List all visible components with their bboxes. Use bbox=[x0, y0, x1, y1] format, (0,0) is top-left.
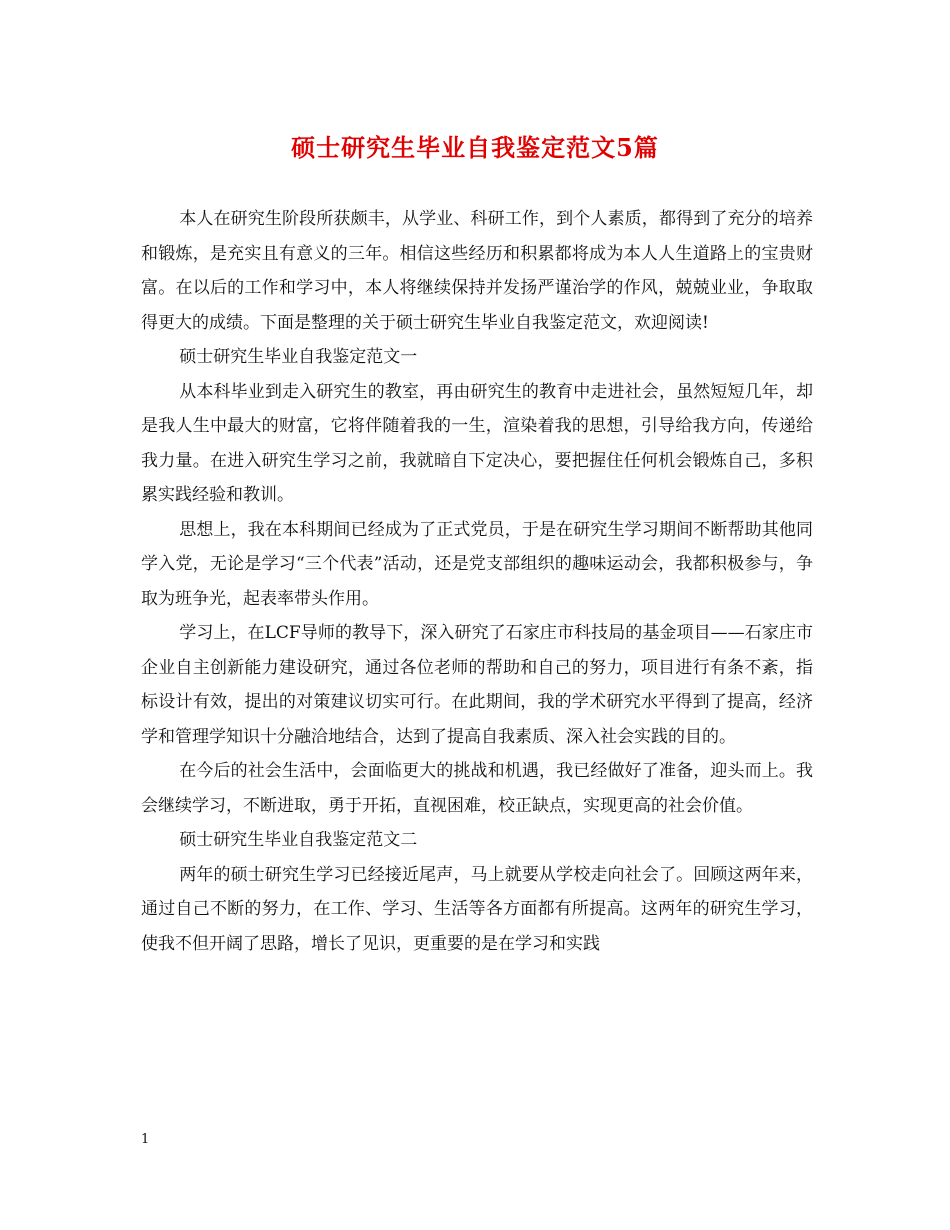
body-paragraph: 思想上，我在本科期间已经成为了正式党员，于是在研究生学习期间不断帮助其他同学入党，无论是学习“三个代表”活动，还是党支部组织的趣味运动会，我都积极参与，争取为班争光，起表率带头作用。 bbox=[141, 519, 813, 609]
document-title: 硕士研究生毕业自我鉴定范文5篇 bbox=[291, 133, 659, 162]
body-paragraph: 学习上，在LCF导师的教导下，深入研究了石家庄市科技局的基金项目——石家庄市企业自主创新能力建设研究，通过各位老师的帮助和自己的努力，项目进行有条不紊，指标设计有效，提出的对策建议切实可行。在此期间，我的学术研究水平得到了提高，经济学和管理学知识十分融洽地结合，达到了提高自我素质、深入社会实践的目的。 bbox=[141, 623, 813, 747]
intro-paragraph: 本人在研究生阶段所获颇丰，从学业、科研工作，到个人素质，都得到了充分的培养和锻炼，是充实且有意义的三年。相信这些经历和积累都将成为本人人生道路上的宝贵财富。在以后的工作和学习中，本人将继续保持并发扬严谨治学的作风，兢兢业业，争取取得更大的成绩。下面是整理的关于硕士研究生毕业自我鉴定范文，欢迎阅读! bbox=[141, 209, 813, 333]
page-number: 1 bbox=[141, 1132, 150, 1147]
document-body bbox=[141, 202, 813, 961]
body-paragraph: 从本科毕业到走入研究生的教室，再由研究生的教育中走进社会，虽然短短几年，却是我人生中最大的财富，它将伴随着我的一生，渲染着我的思想，引导给我方向，传递给我力量。在进入研究生学习之前，我就暗自下定决心，要把握住任何机会锻炼自己，多积累实践经验和教训。 bbox=[141, 381, 813, 505]
body-paragraph: 在今后的社会生活中，会面临更大的挑战和机遇，我已经做好了准备，迎头而上。我会继续学习，不断进取，勇于开拓，直视困难，校正缺点，实现更高的社会价值。 bbox=[141, 761, 813, 816]
section-heading-2: 硕士研究生毕业自我鉴定范文二 bbox=[179, 830, 418, 850]
section-heading-1: 硕士研究生毕业自我鉴定范文一 bbox=[179, 347, 418, 367]
body-paragraph: 两年的硕士研究生学习已经接近尾声，马上就要从学校走向社会了。回顾这两年来，通过自己不断的努力，在工作、学习、生活等各方面都有所提高。这两年的研究生学习，使我不但开阔了思路，增长了见识，更重要的是在学习和实践 bbox=[141, 864, 813, 954]
